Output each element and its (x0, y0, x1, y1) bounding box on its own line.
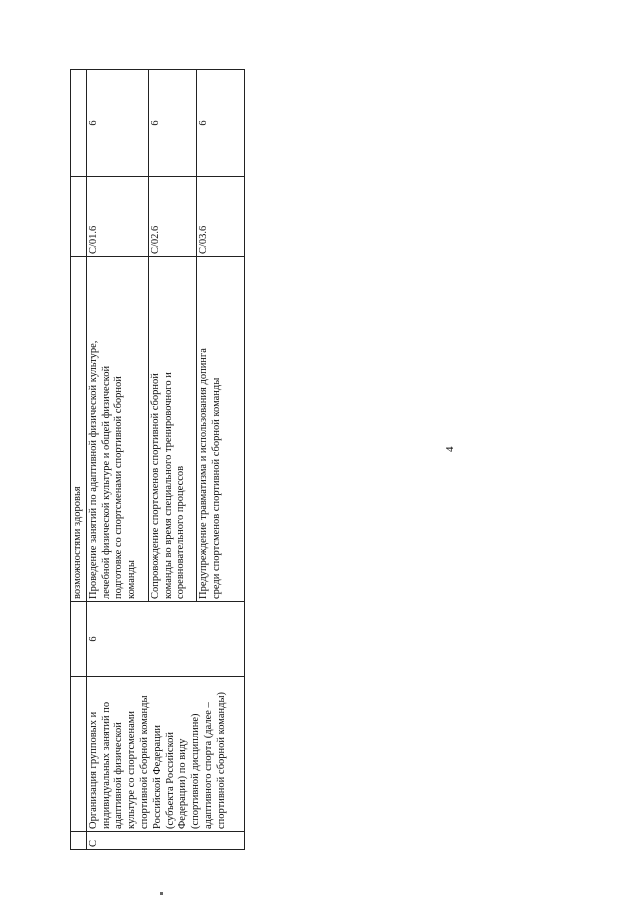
table-cell (71, 832, 87, 850)
function-level: 6 (86, 602, 244, 677)
labor-function-level: 6 (196, 70, 244, 177)
labor-function-code: C/03.6 (196, 177, 244, 257)
top-row-text: возможностями здоровья (71, 257, 87, 602)
scan-artifact (160, 892, 163, 895)
professional-standard-table (70, 70, 245, 850)
table-row (71, 70, 87, 850)
labor-function-code: C/02.6 (148, 177, 196, 257)
function-code: C (86, 832, 244, 850)
table-cell (71, 177, 87, 257)
table-row (86, 70, 148, 850)
page-number: 4 (444, 446, 456, 452)
generalized-function-table (70, 69, 245, 850)
labor-function-level: 6 (148, 70, 196, 177)
labor-function-name: Проведение занятий по адаптивной физической культуре, лечебной физической культуре и общей физической подготовке со спортсменами спортивной сборной команды (86, 257, 148, 602)
table-cell (71, 677, 87, 832)
labor-function-name: Предупреждение травматизма и использования допинга среди спортсменов спортивной сборной команды (196, 257, 244, 602)
function-name: Организация групповых и индивидуальных занятий по адаптивной физической культуре со спортсменами спортивной сборной команды Российской Федерации (субъекта Российской Федерации) по виду (спортивной дисциплине) адаптивного спорта (далее – спортивной сборной команды) (86, 677, 244, 832)
table-cell (71, 602, 87, 677)
labor-function-level: 6 (86, 70, 148, 177)
labor-function-code: C/01.6 (86, 177, 148, 257)
table-cell (71, 70, 87, 177)
labor-function-name: Сопровождение спортсменов спортивной сборной команды во время специального тренировочного и соревновательного процессов (148, 257, 196, 602)
